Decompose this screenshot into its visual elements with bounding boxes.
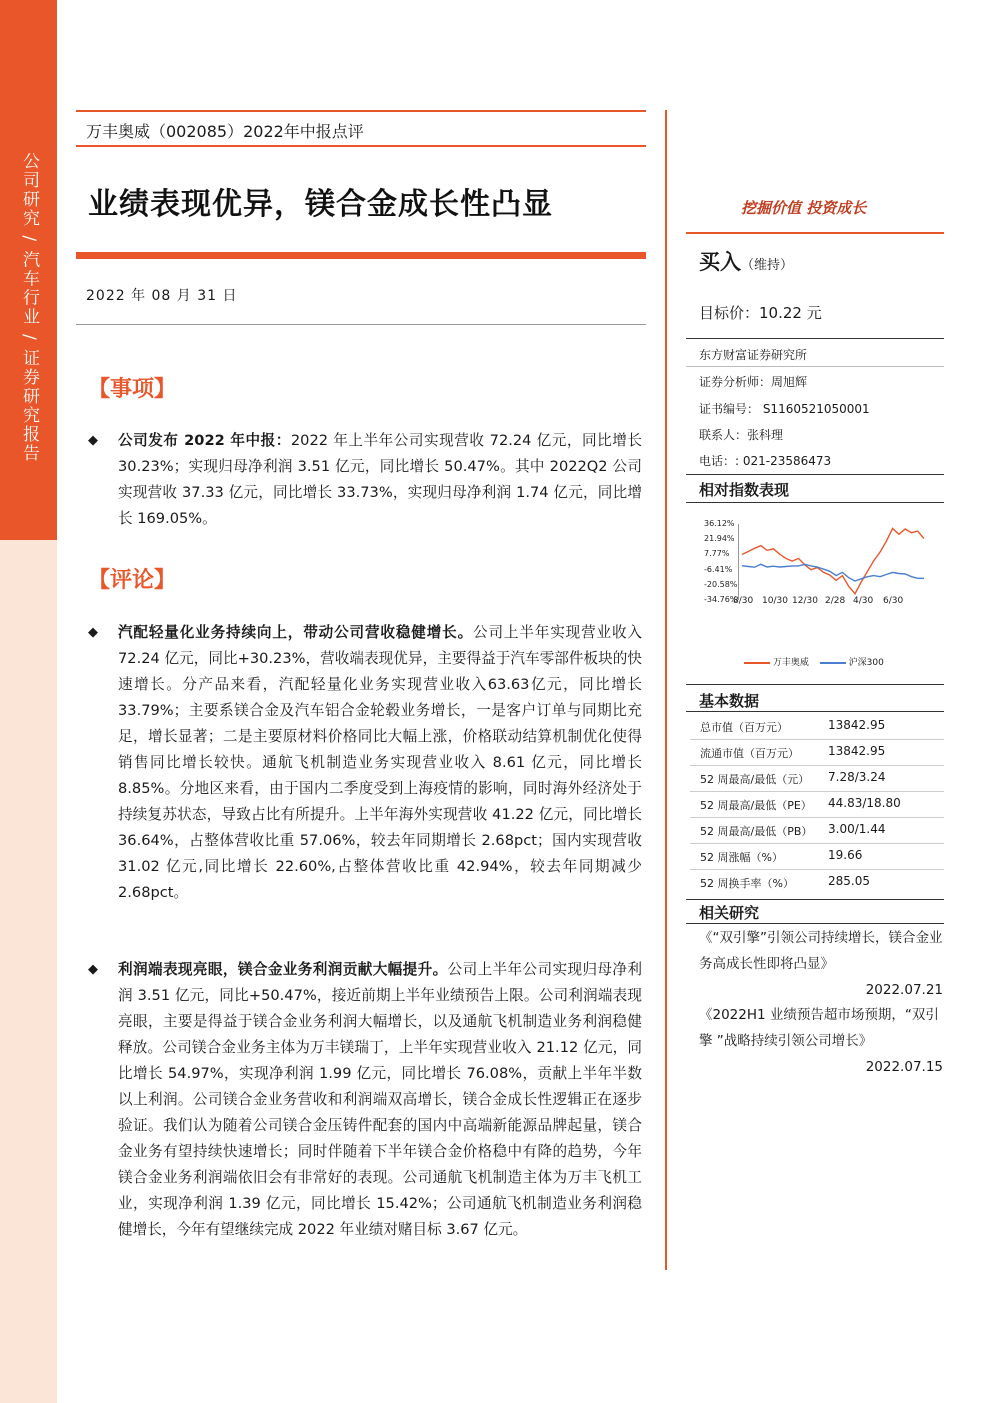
report-date: 2022 年 08 月 31 日: [86, 288, 238, 304]
basic-data-row: [700, 739, 944, 765]
y-tick-label: 36.12%: [704, 519, 735, 528]
matters-heading: 【事项】: [88, 377, 177, 402]
y-tick-label: 21.94%: [704, 534, 735, 544]
x-tick-label: 6/30: [883, 596, 904, 606]
x-tick-label: 12/30: [792, 596, 818, 606]
cert-number: 证书编号： S1160521050001: [699, 402, 870, 416]
date-rule: [76, 324, 646, 325]
header-label-rule: [76, 145, 646, 147]
diamond-bullet-icon: ◆: [88, 962, 98, 977]
rating-top-rule: [686, 232, 944, 234]
research-item-1: [699, 925, 943, 1003]
analyst: 证券分析师：周旭辉: [699, 375, 808, 389]
y-tick-label: -20.58%: [704, 579, 738, 589]
basic-data-key: 52 周最高/最低（元）: [700, 773, 810, 786]
phone: 电话：: 021-23586473: [699, 454, 832, 468]
basic-data-value: 3.00/1.44: [828, 822, 886, 836]
research-title-2: 《2022H1 业绩预告超市场预期，“双引擎 ”战略持续引领公司增长》: [699, 1007, 939, 1049]
basic-data-row: [700, 791, 944, 817]
rule: [686, 338, 944, 339]
diamond-bullet-icon: ◆: [88, 433, 98, 448]
chart-legend: [744, 655, 884, 668]
research-heading: 相关研究: [699, 904, 760, 922]
page-title: 业绩表现优异，镁合金成长性凸显: [88, 187, 553, 222]
basic-data-key: 流通市值（百万元）: [700, 747, 799, 760]
column-divider: [665, 110, 667, 1270]
matters-text: 2022 年上半年公司实现营收 72.24 亿元，同比增长 30.23%；实现归母净利润 3.51 亿元，同比增长 50.47%。其中 2022Q2 公司实现营收 37.33 亿元，同比增长 33.73%，实现归母净利润 1.74 亿元，同比增长 169.05%。: [118, 432, 642, 527]
legend-label-hs300: 沪深300: [848, 658, 884, 668]
comment-1-text: 公司上半年实现营业收入 72.24 亿元，同比+30.23%，营收端表现优异，主要得益于汽车零部件板块的快速增长。分产品来看，汽配轻量化业务实现营业收入63.63亿元，同比增长 33.79%；主要系镁合金及汽车铝合金轮毂业务增长，一是客户订单与同期比充足，增长显著；二是主要原材料价格同比大幅上涨，价格联动结算机制优化使得销售同比增长较快。通航飞机制造业务实现营业收入 8.61 亿元，同比增长 8.85%。分地区来看，由于国内二季度受到上海疫情的影响，同时海外经济处于持续复苏状态，导致占比有所提升。上半年海外实现营收 41.22 亿元，同比增长 36.64%，占整体营收比重 57.06%，较去年同期增长 2.68pct；国内实现营收 31.02 亿元,同比增长 22.60%,占整体营收比重 42.94%，较去年同期减少 2.68pct。: [118, 624, 642, 901]
comment-1-lead: 汽配轻量化业务持续向上，带动公司营收稳健增长。: [118, 624, 474, 641]
basic-data-row: [700, 765, 944, 791]
x-tick-label: 10/30: [762, 596, 788, 606]
rating: 买入: [699, 250, 741, 274]
x-tick-label: 8/30: [733, 596, 754, 606]
research-date-1: 2022.07.21: [865, 982, 943, 998]
research-date-2: 2022.07.15: [865, 1059, 943, 1075]
basic-data-row: [700, 817, 944, 843]
basic-data-heading: 基本数据: [699, 692, 760, 710]
basic-data-key: 52 周最高/最低（PE）: [700, 799, 812, 812]
target-price: 目标价：10.22 元: [699, 304, 822, 322]
comment-paragraph-1: [118, 620, 642, 906]
rule: [686, 923, 944, 924]
matters-paragraph: [118, 428, 642, 532]
sidebar-category-text: 公司研究 / 汽车行业 / 证券研究报告: [19, 152, 39, 464]
rule: [686, 366, 944, 367]
basic-data-value: 44.83/18.80: [828, 796, 901, 810]
basic-data-row: [700, 869, 944, 895]
comment-paragraph-2: [118, 957, 642, 1243]
slogan: 挖掘价值 投资成长: [741, 199, 867, 217]
basic-data-value: 285.05: [828, 874, 870, 888]
rule: [686, 684, 944, 685]
contact: 联系人：张科理: [699, 428, 784, 442]
basic-data-value: 19.66: [828, 848, 863, 862]
legend-swatch-hs300: [820, 662, 846, 664]
series-line-wanfeng: [742, 528, 924, 593]
relative-index-chart: [738, 524, 928, 600]
legend-label-wanfeng: 万丰奥威: [772, 658, 809, 668]
basic-data-key: 52 周涨幅（%）: [700, 851, 783, 864]
rule: [686, 502, 944, 503]
basic-data-row: [700, 843, 944, 869]
rule: [686, 899, 944, 900]
x-tick-label: 2/28: [825, 596, 846, 606]
y-tick-label: -6.41%: [704, 564, 733, 574]
institute: 东方财富证券研究所: [699, 348, 808, 362]
sidebar-band: [0, 0, 57, 1403]
basic-data-key: 52 周最高/最低（PB）: [700, 825, 813, 838]
report-label: 万丰奥威（002085）2022年中报点评: [86, 122, 364, 141]
rating-block: [699, 246, 793, 276]
legend-swatch-wanfeng: [744, 662, 770, 664]
rating-note: （维持）: [741, 258, 794, 273]
basic-data-row: [700, 713, 944, 739]
header-top-rule: [76, 110, 646, 112]
x-tick-label: 4/30: [853, 596, 874, 606]
diamond-bullet-icon: ◆: [88, 625, 98, 640]
comments-heading: 【评论】: [88, 568, 177, 593]
rule: [686, 474, 944, 475]
comment-2-text: 公司上半年公司实现归母净利润 3.51 亿元，同比+50.47%，接近前期上半年业绩预告上限。公司利润端表现亮眼，主要是得益于镁合金业务利润大幅增长，以及通航飞机制造业务利润稳健释放。公司镁合金业务主体为万丰镁瑞丁，上半年实现营业收入 21.12 亿元，同比增长 54.97%，实现净利润 1.99 亿元，同比增长 76.08%，贡献上半年半数以上利润。公司镁合金业务营收和利润端双高增长，镁合金成长性逻辑正在逐步验证。我们认为随着公司镁合金压铸件配套的国内中高端新能源品牌起量，镁合金业务有望持续快速增长；同时伴随着下半年镁合金价格稳中有降的趋势，今年镁合金业务利润端依旧会有非常好的表现。公司通航飞机制造主体为万丰飞机工业，实现净利润 1.39 亿元，同比增长 15.42%；公司通航飞机制造业务利润稳健增长，今年有望继续完成 2022 年业绩对赌目标 3.67 亿元。: [118, 961, 642, 1238]
index-heading: 相对指数表现: [699, 481, 790, 499]
y-tick-label: -34.76%: [704, 595, 738, 604]
basic-data-key: 总市值（百万元）: [700, 721, 788, 734]
basic-data-value: 13842.95: [828, 744, 886, 758]
basic-data-value: 13842.95: [828, 718, 886, 732]
comment-2-lead: 利润端表现亮眼，镁合金业务利润贡献大幅提升。: [118, 961, 448, 978]
y-tick-label: 7.77%: [704, 549, 730, 559]
basic-data-key: 52 周换手率（%）: [700, 877, 794, 890]
rule: [686, 711, 944, 712]
matters-lead: 公司发布 2022 年中报：: [118, 432, 291, 449]
title-underline: [76, 252, 646, 259]
research-item-2: [699, 1002, 943, 1080]
basic-data-value: 7.28/3.24: [828, 770, 886, 784]
research-title-1: 《“双引擎”引领公司持续增长，镁合金业务高成长性即将凸显》: [699, 930, 943, 972]
